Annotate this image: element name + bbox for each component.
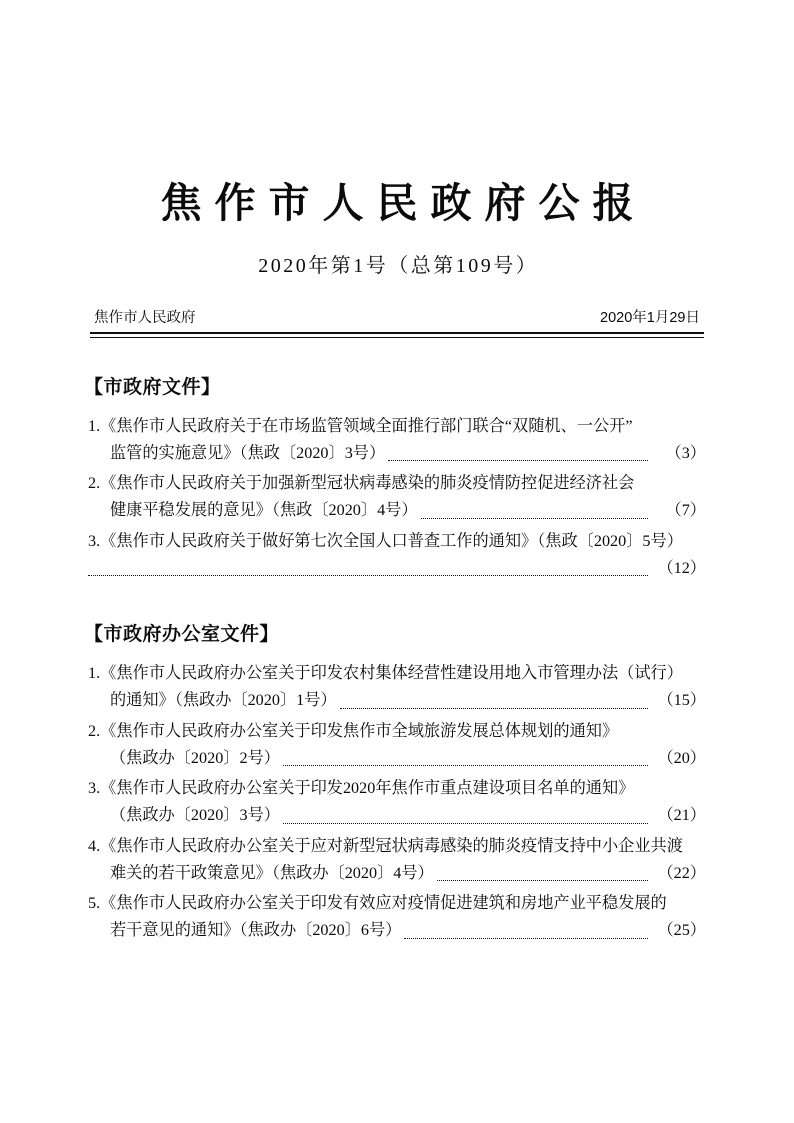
toc-title-line2: 监管的实施意见》（焦政〔2020〕3号）	[110, 443, 386, 462]
section-heading: 【市政府文件】	[84, 376, 221, 398]
toc-title-line1: 《焦作市人民政府关于加强新型冠状病毒感染的肺炎疫情防控促进经济社会	[100, 474, 635, 493]
dot-leader	[421, 517, 648, 519]
dot-leader	[437, 879, 648, 881]
toc-index: 1.	[88, 416, 101, 435]
toc-index: 2.	[88, 474, 101, 493]
toc-list	[88, 413, 706, 581]
toc-title-line1: 《焦作市人民政府关于做好第七次全国人口普查工作的通知》（焦政〔2020〕5号）	[100, 531, 683, 550]
section-city-government-office-documents	[84, 619, 706, 943]
toc-index: 1.	[88, 664, 101, 683]
dot-leader	[88, 574, 648, 576]
dot-leader	[283, 764, 648, 766]
toc-page-number: （3）	[665, 443, 706, 462]
toc-title-line2: 若干意见的通知》（焦政办〔2020〕6号）	[110, 921, 402, 940]
page-title: 焦作市人民政府公报	[160, 180, 647, 226]
toc-title-line2: （焦政办〔2020〕2号）	[110, 748, 280, 767]
toc-list	[88, 660, 706, 943]
toc-page-number: （25）	[657, 921, 706, 940]
toc-title-line1: 《焦作市人民政府办公室关于应对新型冠状病毒感染的肺炎疫情支持中小企业共渡	[100, 836, 683, 855]
toc-index: 2.	[88, 721, 101, 740]
dot-leader	[388, 459, 648, 461]
toc-page-number: （20）	[657, 748, 706, 767]
toc-page-number: （7）	[665, 501, 706, 520]
toc-title-line2: 健康平稳发展的意见》（焦政〔2020〕4号）	[110, 501, 418, 520]
list-item[interactable]	[88, 775, 706, 828]
list-item[interactable]	[88, 718, 706, 771]
toc-title-line1: 《焦作市人民政府办公室关于印发焦作市全域旅游发展总体规划的通知》	[100, 721, 619, 740]
section-heading: 【市政府办公室文件】	[84, 624, 280, 646]
dot-leader	[283, 822, 648, 824]
toc-title-line1: 《焦作市人民政府关于在市场监管领域全面推行部门联合“双随机、一公开”	[100, 416, 633, 435]
toc-title-line1: 《焦作市人民政府办公室关于印发有效应对疫情促进建筑和房地产业平稳发展的	[100, 894, 667, 913]
issuer-name: 焦作市人民政府	[94, 310, 196, 327]
toc-page-number: （15）	[657, 691, 706, 710]
toc-page-number: （12）	[657, 558, 706, 577]
toc-title-line1: 《焦作市人民政府办公室关于印发农村集体经营性建设用地入市管理办法（试行）	[100, 664, 683, 683]
toc-index: 3.	[88, 531, 101, 550]
toc-page-number: （22）	[657, 863, 706, 882]
publish-date: 2020年1月29日	[600, 310, 700, 327]
list-item[interactable]	[88, 833, 706, 886]
section-city-government-documents	[84, 372, 706, 581]
divider-thick	[90, 332, 704, 334]
toc-page-number: （21）	[657, 806, 706, 825]
issue-number: 2020年第1号（总第109号）	[258, 255, 539, 278]
issuer-row	[88, 306, 706, 332]
list-item[interactable]	[88, 470, 706, 523]
dot-leader	[340, 707, 648, 709]
dot-leader	[404, 937, 648, 939]
toc-title-line2: 的通知》（焦政办〔2020〕1号）	[110, 691, 337, 710]
toc-index: 3.	[88, 779, 101, 798]
toc-title-line1: 《焦作市人民政府办公室关于印发2020年焦作市重点建设项目名单的通知》	[100, 779, 635, 798]
toc-index: 5.	[88, 894, 101, 913]
toc-title-line2: 难关的若干政策意见》（焦政办〔2020〕4号）	[110, 863, 434, 882]
list-item[interactable]	[88, 890, 706, 943]
list-item[interactable]	[88, 528, 706, 581]
list-item[interactable]	[88, 660, 706, 713]
masthead	[88, 0, 706, 278]
list-item[interactable]	[88, 413, 706, 466]
toc-title-line2: （焦政办〔2020〕3号）	[110, 806, 280, 825]
divider-thin	[90, 337, 704, 338]
toc-index: 4.	[88, 836, 101, 855]
